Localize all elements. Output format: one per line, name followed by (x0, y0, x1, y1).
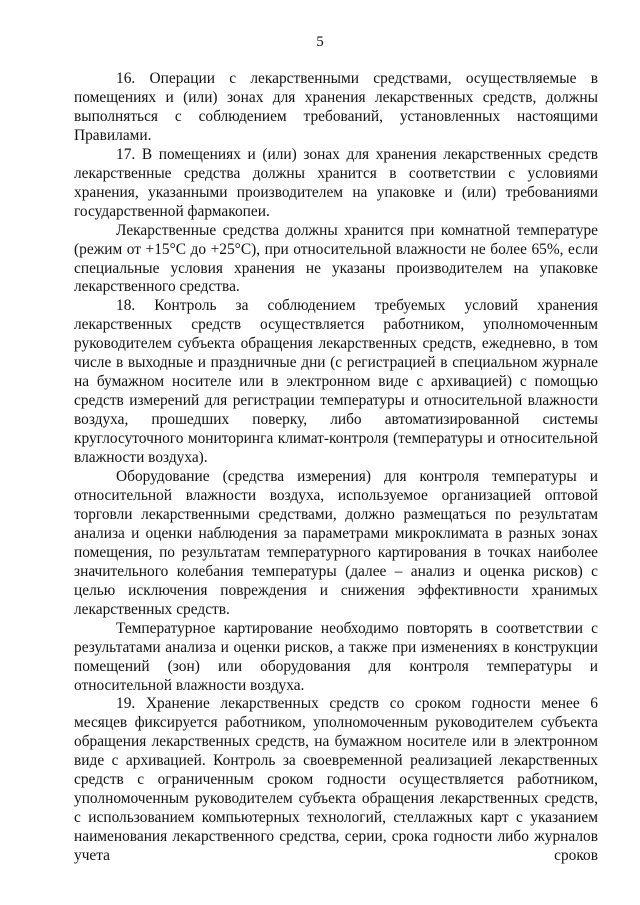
paragraph-18: 18. Контроль за соблюдением требуемых условий хранения лекарственных средств осуществляется работником, уполномоченным руководителем субъекта обращения лекарственных средств, ежедневно, в том числе в выходные и праздничные дни (с регистрацией в специальном журнале на бумажном носителе или в электронном виде с архивацией) с помощью средств измерений для регистрации температуры и относительной влажности воздуха, прошедших поверку, либо автоматизированной системы круглосуточного мониторинга климат-контроля (температуры и относительной влажности воздуха). (74, 297, 598, 467)
paragraph-17: 17. В помещениях и (или) зонах для хранения лекарственных средств лекарственные средства должны хранится в соответствии с условиями хранения, указанными производителем на упаковке и (или) требованиями государственной фармакопеи. (74, 145, 598, 220)
paragraph-16: 16. Операции с лекарственными средствами, осуществляемые в помещениях и (или) зонах для хранения лекарственных средств, должны выполняться с соблюдением требований, установленных настоящими Правилами. (74, 70, 598, 144)
paragraph-19: 19. Хранение лекарственных средств со сроком годности менее 6 месяцев фиксируется работником, уполномоченным руководителем субъекта обращения лекарственных средств, на бумажном носителе или в электронном виде с архивацией. Контроль за своевременной реализацией лекарственных средств с ограниченным сроком годности осуществляется работником, уполномоченным руководителем субъекта обращения лекарственных средств, с использованием компьютерных технологий, стеллажных карт с указанием наименования лекарственного средства, серии, срока годности либо журналов учета сроков (74, 695, 598, 865)
paragraph-18-mapping: Температурное картирование необходимо повторять в соответствии с результатами анализа и оценки рисков, а также при изменениях в конструкции помещений (зон) или оборудования для контроля температуры и относительной влажности воздуха. (74, 619, 598, 694)
body-text (74, 70, 598, 866)
page-number: 5 (316, 34, 324, 50)
paragraph-17-temperature: Лекарственные средства должны хранится при комнатной температуре (режим от +15°С до +25°С), при относительной влажности не более 65%, если специальные условия хранения не указаны производителем на упаковке лекарственного средства. (74, 221, 598, 296)
paragraph-18-equipment: Оборудование (средства измерения) для контроля температуры и относительной влажности воздуха, используемое организацией оптовой торговли лекарственными средствами, должно размещаться по результатам анализа и оценки наблюдения за параметрами микроклимата в разных зонах помещения, по результатам температурного картирования в точках наиболее значительного колебания температуры (далее – анализ и оценка рисков) с целью исключения повреждения и снижения эффективности хранимых лекарственных средств. (74, 468, 598, 618)
